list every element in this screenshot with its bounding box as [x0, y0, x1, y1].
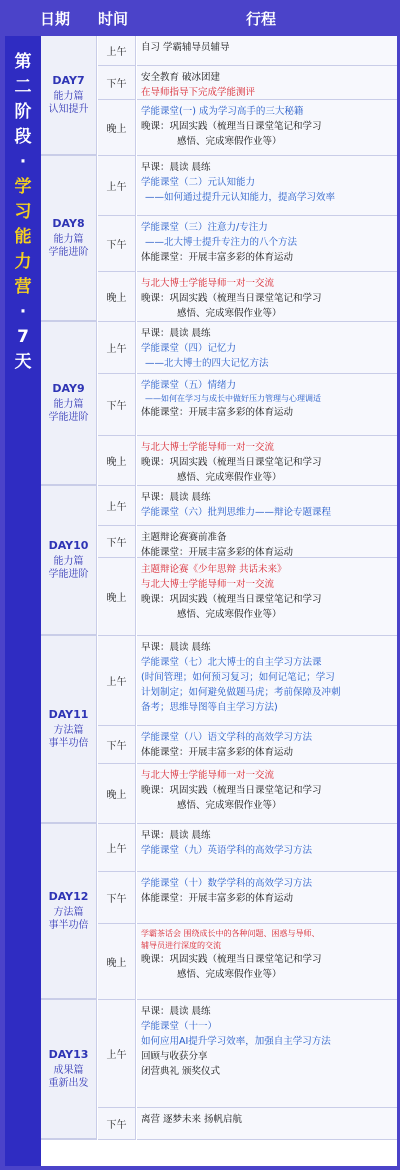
time-slot: 上午 [98, 322, 136, 374]
sidebar-title-char: 营 [14, 277, 32, 297]
schedule-line: 计划制定；如何避免做题马虎；考前保障及冲刺 [141, 687, 341, 698]
schedule-line: 晚课：巩固实践（梳理当日课堂笔记和学习 [141, 785, 322, 796]
schedule-line: 回顾与收获分享 [141, 1051, 208, 1062]
sidebar-title-char: 力 [14, 252, 32, 272]
schedule-cell [137, 36, 397, 66]
schedule-line: 体能课堂：开展丰富多彩的体育运动 [141, 747, 294, 758]
schedule-cell [137, 872, 397, 924]
schedule-cell [137, 764, 397, 824]
schedule-line: ——北大博士的四大记忆方法 [145, 358, 269, 369]
schedule-line: 与北大博士学能导师一对一交流 [141, 278, 275, 289]
schedule-cell [137, 436, 397, 486]
day-number: DAY12 [48, 890, 89, 903]
sidebar-title-char: 习 [14, 202, 32, 222]
schedule-line: ——如何在学习与成长中做好压力管理与心理调适 [145, 394, 321, 403]
day-number: DAY13 [48, 1048, 89, 1061]
sidebar-title-char: 阶 [14, 102, 32, 122]
day-theme: 学能进阶 [48, 247, 89, 258]
schedule-cell [137, 636, 397, 726]
time-slot: 上午 [98, 1000, 136, 1108]
sidebar-title-char: 7 [17, 327, 29, 347]
time-slot: 上午 [98, 156, 136, 216]
sidebar-title-char: 学 [14, 177, 32, 197]
time-slot: 上午 [98, 824, 136, 872]
day-label-day8 [41, 156, 97, 322]
schedule-cell [137, 156, 397, 216]
schedule-cell [137, 1108, 397, 1140]
time-slot: 上午 [98, 636, 136, 726]
schedule-line: 感悟、完成寒假作业等） [177, 609, 282, 620]
day-number: DAY9 [52, 382, 85, 395]
time-slot: 晚上 [98, 100, 136, 156]
day-theme: 方法篇 [53, 725, 84, 736]
schedule-line: 主题辩论赛赛前准备 [141, 532, 227, 543]
day-number: DAY7 [52, 74, 85, 87]
schedule-line: 感悟、完成寒假作业等） [177, 136, 282, 147]
schedule-line: 体能课堂：开展丰富多彩的体育运动 [141, 407, 294, 418]
day-number: DAY8 [52, 217, 85, 230]
schedule-line: 感悟、完成寒假作业等） [177, 472, 282, 483]
header-time: 时间 [98, 10, 129, 28]
schedule-cell [137, 726, 397, 764]
schedule-line: 早课：晨读 晨练 [141, 642, 211, 653]
schedule-line: 晚课：巩固实践（梳理当日课堂笔记和学习 [141, 121, 322, 132]
day-theme: 方法篇 [53, 907, 84, 918]
schedule-line: 晚课：巩固实践（梳理当日课堂笔记和学习 [141, 954, 322, 965]
time-slot: 上午 [98, 36, 136, 66]
schedule-line: 感悟、完成寒假作业等） [177, 969, 282, 980]
day-theme: 学能进阶 [48, 569, 89, 580]
schedule-cell [137, 558, 397, 636]
table-header [0, 0, 400, 36]
sidebar-title-char: 段 [14, 127, 32, 147]
day-theme: 认知提升 [48, 104, 89, 115]
time-slot: 下午 [98, 726, 136, 764]
schedule-line: 在导师指导下完成学能测评 [141, 87, 256, 98]
schedule-cell [137, 924, 397, 1000]
schedule-line: 自习 学霸辅导员辅导 [141, 42, 230, 53]
schedule-line: 离营 逐梦未来 扬帆启航 [141, 1114, 243, 1125]
schedule-line: 闭营典礼 颁奖仪式 [141, 1066, 221, 1077]
schedule-cell [137, 486, 397, 526]
schedule-line: 学能课堂（六）批判思维力——辩论专题课程 [141, 507, 332, 518]
day-label-day13 [41, 1000, 97, 1140]
time-slot: 晚上 [98, 436, 136, 486]
schedule-cell [137, 216, 397, 272]
schedule-cell [137, 322, 397, 374]
schedule-line: 感悟、完成寒假作业等） [177, 308, 282, 319]
day-theme: 能力篇 [53, 399, 84, 410]
day-theme: 能力篇 [53, 556, 84, 567]
schedule-cell [137, 374, 397, 436]
schedule-line: 体能课堂：开展丰富多彩的体育运动 [141, 893, 294, 904]
sidebar-title-char: 天 [14, 352, 32, 372]
sidebar-title-char: · [19, 152, 27, 172]
time-slot: 晚上 [98, 558, 136, 636]
day-theme: 学能进阶 [48, 412, 89, 423]
schedule-line: 早课：晨读 晨练 [141, 492, 211, 503]
time-slot: 晚上 [98, 764, 136, 824]
schedule-line: 安全教育 破冰团建 [141, 72, 221, 83]
day-label-day7 [41, 36, 97, 156]
schedule-line: 辅导员进行深度的交流 [141, 941, 221, 950]
schedule-line: 学能课堂（九）英语学科的高效学习方法 [141, 845, 313, 856]
time-slot: 晚上 [98, 272, 136, 322]
schedule-line: 与北大博士学能导师一对一交流 [141, 579, 275, 590]
time-slot: 晚上 [98, 924, 136, 1000]
time-slot: 上午 [98, 486, 136, 526]
schedule-line: 感悟、完成寒假作业等） [177, 800, 282, 811]
time-slot: 下午 [98, 872, 136, 924]
day-theme: 能力篇 [53, 91, 84, 102]
schedule-line: ——北大博士提升专注力的八个方法 [145, 237, 298, 248]
day-theme: 成果篇 [53, 1065, 84, 1076]
header-date: 日期 [40, 10, 71, 28]
schedule-line: 晚课：巩固实践（梳理当日课堂笔记和学习 [141, 594, 322, 605]
time-slot: 下午 [98, 1108, 136, 1140]
schedule-cell [137, 272, 397, 322]
schedule-line: 早课：晨读 晨练 [141, 1006, 211, 1017]
schedule-cell [137, 526, 397, 558]
schedule-line: 晚课：巩固实践（梳理当日课堂笔记和学习 [141, 293, 322, 304]
schedule-cell [137, 66, 397, 100]
schedule-line: 学能课堂（二）元认知能力 [141, 177, 256, 188]
schedule-line: 学能课堂（十）数学学科的高效学习方法 [141, 878, 313, 889]
day-label-day9 [41, 322, 97, 486]
day-label-day11 [41, 636, 97, 824]
schedule-line: 学能课堂（八）语文学科的高效学习方法 [141, 732, 313, 743]
schedule-line: 学霸茶话会 围绕成长中的各种问题、困惑与导师、 [141, 929, 320, 938]
schedule-line: 晚课：巩固实践（梳理当日课堂笔记和学习 [141, 457, 322, 468]
time-slot: 下午 [98, 526, 136, 558]
schedule-line: 学能课堂（三）注意力/专注力 [141, 222, 268, 233]
schedule-line: 早课：晨读 晨练 [141, 162, 211, 173]
schedule-cell [137, 1000, 397, 1108]
schedule-line: 与北大博士学能导师一对一交流 [141, 770, 275, 781]
schedule-line: 主题辩论赛《少年思辩 共话未来》 [141, 564, 287, 575]
schedule-line: ——如何通过提升元认知能力，提高学习效率 [145, 192, 336, 203]
schedule-line: 体能课堂：开展丰富多彩的体育运动 [141, 252, 294, 263]
day-theme: 能力篇 [53, 234, 84, 245]
schedule-line: 学能课堂（七）北大博士的自主学习方法课 [141, 657, 322, 668]
day-number: DAY11 [48, 708, 89, 721]
schedule-line: 早课：晨读 晨练 [141, 328, 211, 339]
day-number: DAY10 [48, 539, 89, 552]
schedule-line: 体能课堂：开展丰富多彩的体育运动 [141, 547, 294, 558]
schedule-line: 如何应用AI提升学习效率，加强自主学习方法 [141, 1036, 331, 1047]
sidebar-title-char: 二 [14, 77, 32, 97]
header-schedule: 行程 [246, 10, 277, 28]
day-theme: 事半功倍 [48, 738, 89, 749]
schedule-line: (时间管理；如何预习复习；如何记笔记；学习 [141, 672, 335, 683]
schedule-line: 学能课堂（四）记忆力 [141, 343, 237, 354]
schedule-grid [41, 36, 397, 1166]
schedule-cell [137, 100, 397, 156]
time-slot: 下午 [98, 66, 136, 100]
schedule-line: 学能课堂（五）情绪力 [141, 380, 237, 391]
sidebar-title-char: · [19, 302, 27, 322]
schedule-line: 学能课堂（十一） [141, 1021, 218, 1032]
schedule-line: 与北大博士学能导师一对一交流 [141, 442, 275, 453]
schedule-line: 学能课堂(一) 成为学习高手的三大秘籍 [141, 106, 304, 117]
time-slot: 下午 [98, 216, 136, 272]
sidebar-title-char: 第 [14, 52, 32, 72]
day-label-day10 [41, 486, 97, 636]
time-slot: 下午 [98, 374, 136, 436]
day-theme: 重新出发 [48, 1078, 89, 1089]
schedule-line: 备考；思维导图等自主学习方法) [141, 702, 278, 713]
sidebar-title-char: 能 [14, 227, 32, 247]
schedule-cell [137, 824, 397, 872]
day-theme: 事半功倍 [48, 920, 89, 931]
stage-title-sidebar [5, 36, 41, 1166]
schedule-line: 早课：晨读 晨练 [141, 830, 211, 841]
day-label-day12 [41, 824, 97, 1000]
